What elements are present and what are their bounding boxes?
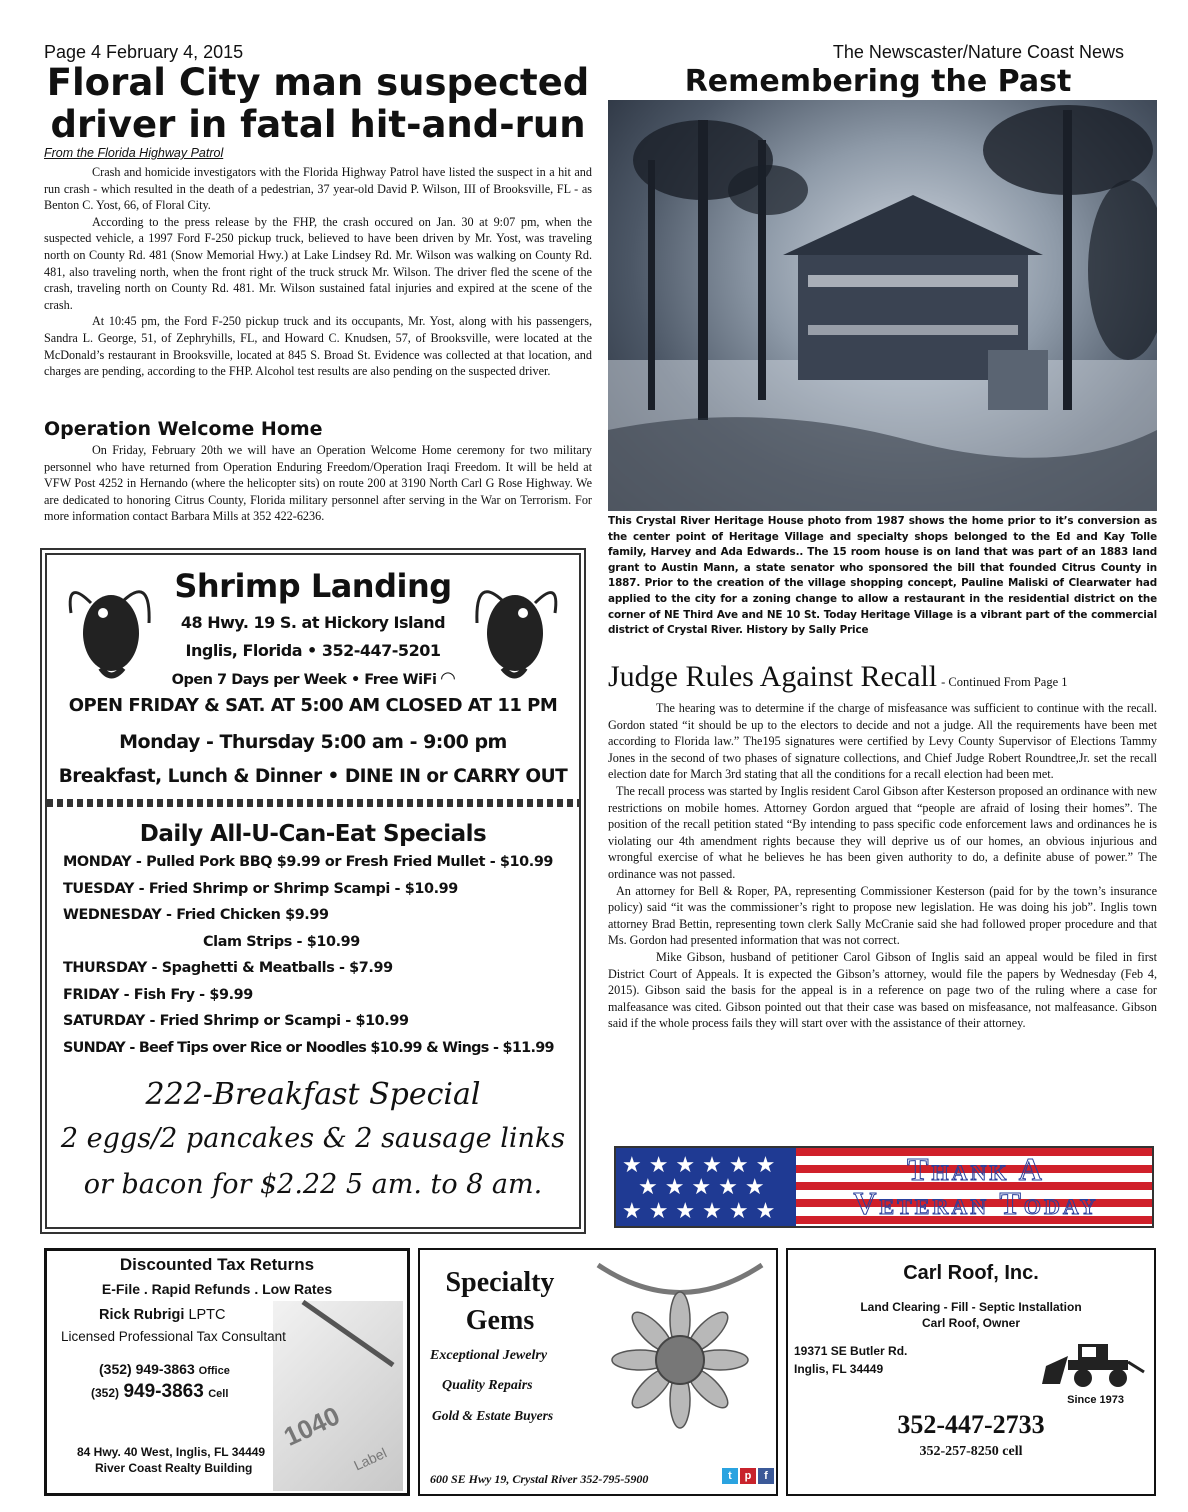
roof-since: Since 1973 [1067,1394,1124,1406]
gems-title: Specialty Gems [445,1267,555,1336]
sunflower-pendant-icon [588,1260,772,1436]
banner-text: Thank A Veteran Today [853,1151,1099,1221]
roof-title: Carl Roof, Inc. [903,1262,1039,1284]
svg-text:★ ★ ★ ★ ★ ★: ★ ★ ★ ★ ★ ★ [622,1199,776,1224]
photo-headline: Remembering the Past [684,64,1072,99]
article-source: From the Florida Highway Patrol [44,146,224,160]
special-monday: MONDAY - Pulled Pork BBQ $9.99 or Fresh Fried Mullet - $10.99 [63,854,554,870]
shrimp-open: Open 7 Days per Week • Free WiFi ◠ [171,668,455,689]
svg-text:★ ★ ★ ★ ★: ★ ★ ★ ★ ★ [638,1175,765,1200]
special-wednesday-extra: Clam Strips - $10.99 [203,933,360,950]
specials-title: Daily All-U-Can-Eat Specials [139,821,487,847]
pen-icon [302,1300,395,1367]
gems-tag-jewelry: Exceptional Jewelry [430,1348,548,1363]
tax-form-graphic [273,1301,403,1491]
breakfast-line2: or bacon for $2.22 5 am. to 8 am. [83,1169,543,1200]
shrimp-meals: Breakfast, Lunch & Dinner • DINE IN or CARRY OUT [58,766,568,787]
tax-title: Discounted Tax Returns [119,1255,315,1274]
paper-name: The Newscaster/Nature Coast News [832,42,1124,62]
pinterest-icon[interactable]: p [740,1468,756,1484]
veteran-banner [614,1146,1154,1228]
special-friday: FRIDAY - Fish Fry - $9.99 [63,986,253,1003]
shrimp-hours-weekend: OPEN FRIDAY & SAT. AT 5:00 AM CLOSED AT 11 PM [68,695,558,716]
photo-illustration [608,100,1157,511]
gems-tag-buyers: Gold & Estate Buyers [432,1408,554,1423]
page-info: Page 4 February 4, 2015 [44,42,244,62]
svg-text:★ ★ ★ ★ ★ ★: ★ ★ ★ ★ ★ ★ [622,1153,776,1178]
tax-role: Licensed Professional Tax Consultant [61,1329,286,1344]
ad-divider [47,799,579,807]
tax-consultant-name: Rick Rubrigi LPTC [99,1307,226,1323]
article-headline: Floral City man suspected driver in fatal hit-and-run [46,61,590,146]
heritage-house-photo [608,100,1157,511]
photo-caption: This Crystal River Heritage House photo from 1987 shows the home prior to it’s conversion as the center point of Heritage Village and specialty shops belonged to the Ed and Kay Tolle family, Harvey and Ada Edwards.. The 15 room house is on land that was part of an 1883 land grant to Austin Mann, a state senator who sponsored the bill that founded Citrus County in 1887. Prior to the creation of the village shopping concept, Pauline Maliski of Clearwater had applied to the city for a zoning change to allow a restaurant in the residential district on the corner of NE Third Ave and NE 10 St. Today Heritage Village is a vibrant part of the commercial district of Crystal River. History by Sally Price [608,515,1157,637]
special-sunday: SUNDAY - Beef Tips over Rice or Noodles $10.99 & Wings - $11.99 [63,1039,554,1056]
tax-address: 84 Hwy. 40 West, Inglis, FL 34449 [77,1445,266,1459]
shrimp-hours-weekday: Monday - Thursday 5:00 am - 9:00 pm [119,731,507,753]
tax-form-label: Label [351,1444,390,1474]
continued-note: - Continued From Page 1 [941,675,1068,689]
tax-returns-ad [44,1248,410,1496]
special-wednesday: WEDNESDAY - Fried Chicken $9.99 [63,907,329,923]
facebook-icon[interactable]: f [758,1468,774,1484]
bulldozer-icon [1038,1332,1148,1388]
special-tuesday: TUESDAY - Fried Shrimp or Shrimp Scampi - $10.99 [63,880,458,897]
shrimp-city-phone: Inglis, Florida • 352-447-5201 [185,641,441,660]
special-thursday: THURSDAY - Spaghetti & Meatballs - $7.99 [63,960,393,976]
special-saturday: SATURDAY - Fried Shrimp or Scampi - $10.99 [63,1013,409,1029]
social-icons [722,1468,774,1484]
recall-body: The hearing was to determine if the charge of misfeasance was sufficient to continue with the recall. Gordon stated “it should be up to the electors to decide and not a judge. All the requirements have been met according to Florida law.” The195 signatures were certified by Levy County Supervisor of Elections Tammy Jones in the second of two phases of signature collections, and Chief Judge Robert Roundtree,Jr. set the recall election date for March 3rd stating that all the conditions for a recall election had been met. The recall process was started by Inglis resident Carol Gibson after Kesterson proposed an ordinance with new restrictions on mobile homes. Attorney Gordon argued that “people are afraid of losing their homes”. The position of the recall petition stated “By intending to pass specific code enforcement laws and ordinances he is violating our 4th amendment rights because they will deprive us of our homes, an obvious injurious and wrongful exercise of what he believes he has been given authority to do, a definite abuse of power.” The ordinance was not passed. An attorney for Bell & Roper, PA, representing Commissioner Kesterson (paid for by the town’s insurance policy) said “it was the commissioner’s right to propose new legislation. He was doing his job”. Inglis town attorney Brad Bettin, representing town clerk Sally McCranie said she had followed proper procedure and that Ms. Gordon had presented information that was not correct. Mike Gibson, husband of petitioner Carol Gibson of Inglis said an appeal would be filed in first District Court of Appeals. It is expected the Gibson’s attorney, would file the papers by Wednesday (Feb 4, 2015). Gibson said the basis for the appeal is in a reference on page two of the ruling where a case for malfeasance was cited. Gibson pointed out that their case was based on misfeasance, not malfeasance. Gibson said if the whole process fails they will start over with the assistance of their attorney. [608,701,1157,1031]
wifi-icon: ◠ [441,668,455,689]
gems-tag-repairs: Quality Repairs [442,1378,533,1393]
roof-city: Inglis, FL 34449 [794,1362,884,1376]
roof-cell: 352-257-8250 cell [919,1444,1023,1459]
roof-services: Land Clearing - Fill - Septic Installation [860,1300,1082,1314]
shrimp-address: 48 Hwy. 19 S. at Hickory Island [180,613,446,632]
tax-office-phone: (352) 949-3863 Office [99,1361,230,1377]
roof-street: 19371 SE Butler Rd. [794,1344,908,1358]
specialty-gems-ad [418,1248,778,1496]
shrimp-landing-ad [40,548,586,1234]
carl-roof-ad [786,1248,1156,1496]
twitter-icon[interactable]: t [722,1468,738,1484]
section-headline: Operation Welcome Home [44,418,323,440]
breakfast-line1: 2 eggs/2 pancakes & 2 sausage links [60,1123,566,1154]
breakfast-title: 222-Breakfast Special [145,1077,481,1112]
shrimp-landing-title: Shrimp Landing [174,567,452,605]
roof-owner: Carl Roof, Owner [921,1316,1020,1330]
tax-cell-phone: (352) 949-3863 Cell [91,1381,229,1402]
recall-headline: Judge Rules Against Recall - Continued From Page 1 [608,660,1068,693]
article-body: Crash and homicide investigators with the Florida Highway Patrol have listed the suspect in a hit and run crash - which resulted in the death of a pedestrian, 37 year-old David P. Wilson, III of Brooksville, FL - as Benton C. Yost, 66, of Floral City. According to the press release by the FHP, the crash occured on Jan. 30 at 9:07 pm, when the suspected vehicle, a 1997 Ford F-250 pickup truck, believed to have been driven by Mr. Yost, was traveling north on County Rd. 481 (Snow Memorial Hwy.) at Lake Lindsey Rd. Mr. Wilson was walking on County Rd. 481, also traveling north, when the front right of the truck struck Mr. Wilson. The driver fled the scene of the crash, traveling north on County Rd. 481. Mr. Wilson sustained fatal injuries and expired at the scene of the crash. At 10:45 pm, the Ford F-250 pickup truck and its occupants, Mr. Yost, along with his passengers, Sandra L. George, 51, of Zephryhills, FL, and Howard C. Knudsen, 57, of Brooksville, were located at the McDonald’s restaurant in Brooksville, located at 845 S. Broad St. Evidence was collected at that location, and charges are pending, according to the FHP. Alcohol test results are also pending on the suspected driver. [44,165,592,379]
tax-building: River Coast Realty Building [95,1461,253,1475]
tax-services: E-File . Rapid Refunds . Low Rates [101,1281,333,1297]
specials-list [63,849,554,1061]
roof-phone: 352-447-2733 [897,1410,1045,1439]
tax-form-number: 1040 [279,1400,345,1452]
section-body: On Friday, February 20th we will have an Operation Welcome Home ceremony for two military personnel who have returned from Operation Enduring Freedom/Operation Iraqi Freedom. It will be held at VFW Post 4252 in Hernando (where the helicopter sits) on route 200 at 3190 North Carl G Rose Highway. We are dedicated to honoring Citrus County, Florida military personnel after serving in the War on Terrorism. For more information contact Barbara Mills at 352 422-6236. [44,443,592,524]
gems-address: 600 SE Hwy 19, Crystal River 352-795-5900 [430,1472,649,1486]
